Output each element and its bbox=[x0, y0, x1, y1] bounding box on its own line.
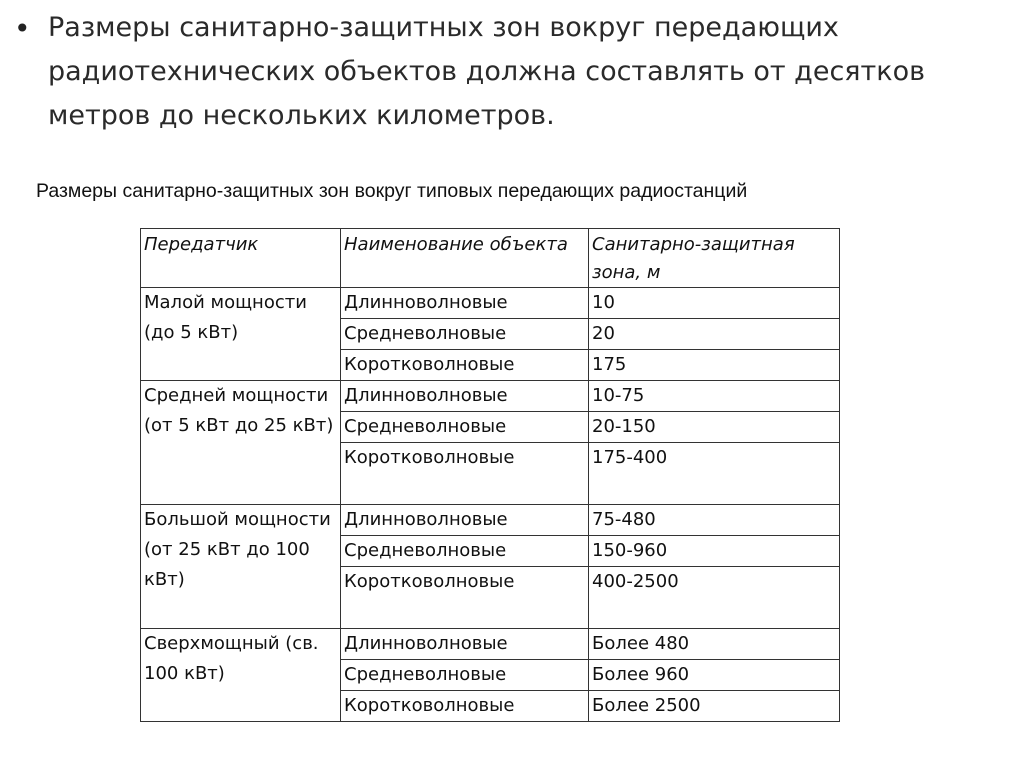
table-row bbox=[141, 288, 840, 319]
zone-cell: 10 bbox=[589, 288, 840, 319]
bullet-symbol: • bbox=[14, 12, 31, 45]
object-cell: Длинноволновые bbox=[341, 381, 589, 412]
object-cell: Коротковолновые bbox=[341, 691, 589, 722]
object-cell: Средневолновые bbox=[341, 536, 589, 567]
table-row bbox=[141, 505, 840, 536]
object-cell: Длинноволновые bbox=[341, 629, 589, 660]
zone-cell: 75-480 bbox=[589, 505, 840, 536]
transmitter-cell: Сверхмощный (св. 100 кВт) bbox=[141, 629, 341, 722]
zone-cell: 10-75 bbox=[589, 381, 840, 412]
table-header-row bbox=[141, 229, 840, 288]
zone-cell: 20-150 bbox=[589, 412, 840, 443]
object-cell: Длинноволновые bbox=[341, 288, 589, 319]
zone-cell: 20 bbox=[589, 319, 840, 350]
zone-cell: 400-2500 bbox=[589, 567, 840, 629]
object-cell: Длинноволновые bbox=[341, 505, 589, 536]
table-row bbox=[141, 629, 840, 660]
header-transmitter: Передатчик bbox=[141, 229, 341, 288]
zone-cell: 175 bbox=[589, 350, 840, 381]
transmitter-cell: Средней мощности (от 5 кВт до 25 кВт) bbox=[141, 381, 341, 505]
object-cell: Коротковолновые bbox=[341, 443, 589, 505]
zone-cell: Более 480 bbox=[589, 629, 840, 660]
table-caption: Размеры санитарно-защитных зон вокруг типовых передающих радиостанций bbox=[36, 180, 748, 202]
zone-cell: Более 960 bbox=[589, 660, 840, 691]
header-zone: Санитарно-защитная зона, м bbox=[589, 229, 840, 288]
bullet-point bbox=[10, 6, 1014, 138]
object-cell: Коротковолновые bbox=[341, 350, 589, 381]
object-cell: Средневолновые bbox=[341, 412, 589, 443]
transmitter-cell: Малой мощности (до 5 кВт) bbox=[141, 288, 341, 381]
transmitter-cell: Большой мощности (от 25 кВт до 100 кВт) bbox=[141, 505, 341, 629]
zone-cell: Более 2500 bbox=[589, 691, 840, 722]
bullet-text: Размеры санитарно-защитных зон вокруг передающих радиотехнических объектов должна составлять от десятков метров до нескольких километров. bbox=[48, 12, 925, 131]
table-row bbox=[141, 381, 840, 412]
sanitary-zone-table bbox=[140, 228, 840, 722]
object-cell: Средневолновые bbox=[341, 660, 589, 691]
object-cell: Средневолновые bbox=[341, 319, 589, 350]
zone-cell: 175-400 bbox=[589, 443, 840, 505]
header-object: Наименование объекта bbox=[341, 229, 589, 288]
object-cell: Коротковолновые bbox=[341, 567, 589, 629]
zone-cell: 150-960 bbox=[589, 536, 840, 567]
